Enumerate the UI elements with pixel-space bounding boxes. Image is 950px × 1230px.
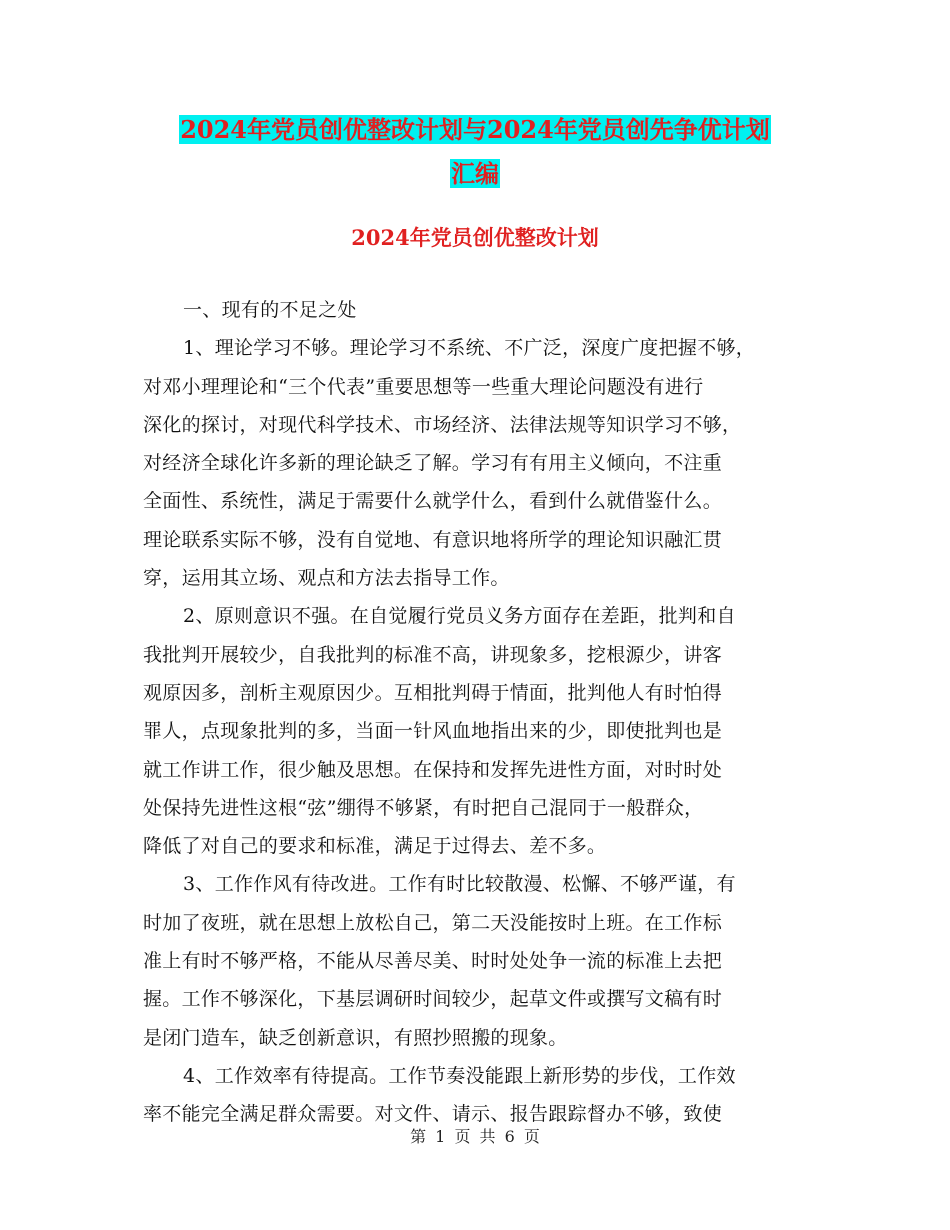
body-line: 一、现有的不足之处 — [183, 299, 357, 321]
body-line: 3、工作作风有待改进。工作有时比较散漫、松懈、不够严谨，有 — [183, 873, 736, 896]
title-text-1: 2024年党员创优整改计划与2024年党员创先争优计划 — [180, 115, 770, 144]
body-line: 深化的探讨，对现代科学技术、市场经济、法律法规等知识学习不够， — [143, 413, 742, 436]
body-line: 处保持先进性这根“弦”绷得不够紧，有时把自己混同于一般群众， — [143, 796, 704, 819]
body-line: 握。工作不够深化，下基层调研时间较少，起草文件或撰写文稿有时 — [143, 988, 723, 1011]
body-line: 观原因多，剖析主观原因少。互相批判碍于情面，批判他人有时怕得 — [143, 681, 723, 704]
body-line: 准上有时不够严格，不能从尽善尽美、时时处处争一流的标准上去把 — [143, 950, 723, 973]
body-line: 率不能完全满足群众需要。对文件、请示、报告跟踪督办不够，致使 — [143, 1103, 723, 1126]
body-line: 是闭门造车，缺乏创新意识，有照抄照搬的现象。 — [143, 1026, 568, 1049]
body-line: 我批判开展较少，自我批判的标准不高，讲现象多，挖根源少，讲客 — [143, 643, 723, 666]
body-line: 4、工作效率有待提高。工作节奏没能跟上新形势的步伐，工作效 — [183, 1064, 736, 1087]
body-line: 降低了对自己的要求和标准，满足于过得去、差不多。 — [143, 835, 607, 858]
body-line: 理论联系实际不够，没有自觉地、有意识地将所学的理论知识融汇贯 — [143, 528, 723, 551]
body-line: 对邓小理理论和“三个代表”重要思想等一些重大理论问题没有进行 — [143, 375, 704, 398]
document-title-line-1 — [0, 108, 950, 152]
page-footer: 第 1 页 共 6 页 — [410, 1127, 540, 1146]
title-text-2: 汇编 — [451, 159, 499, 188]
body-line: 时加了夜班，就在思想上放松自己，第二天没能按时上班。在工作标 — [143, 911, 723, 934]
document-body — [143, 291, 815, 1134]
document-title-line-2 — [0, 152, 950, 196]
body-line: 罪人，点现象批判的多，当面一针风血地指出来的少，即使批判也是 — [143, 720, 723, 743]
body-line: 全面性、系统性，满足于需要什么就学什么，看到什么就借鉴什么。 — [143, 490, 723, 513]
body-line: 穿，运用其立场、观点和方法去指导工作。 — [143, 567, 510, 590]
section-title: 2024年党员创优整改计划 — [351, 225, 599, 250]
body-line: 就工作讲工作，很少触及思想。在保持和发挥先进性方面，对时时处 — [143, 758, 723, 781]
body-line: 对经济全球化许多新的理论缺乏了解。学习有有用主义倾向，不注重 — [143, 452, 723, 475]
body-line: 1、理论学习不够。理论学习不系统、不广泛，深度广度把握不够， — [183, 337, 756, 360]
body-line: 2、原则意识不强。在自觉履行党员义务方面存在差距，批判和自 — [183, 605, 736, 628]
